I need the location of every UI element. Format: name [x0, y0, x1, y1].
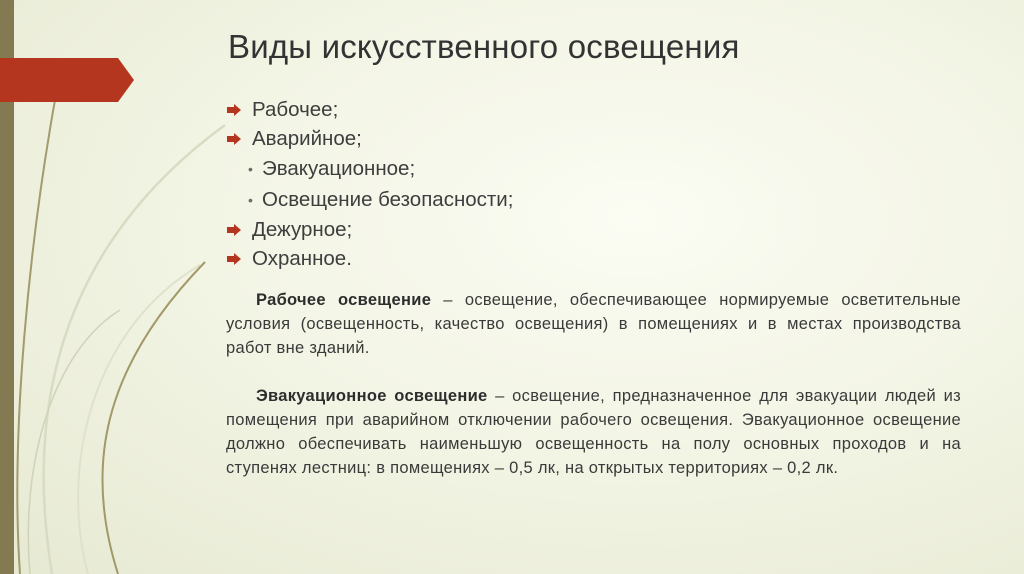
- list-item: [226, 95, 966, 124]
- arrow-bullet-icon: [226, 224, 252, 236]
- definition-text: – освещение, предназначенное для эвакуации людей из помещения при аварийном отключении рабочего освещения. Эвакуационное освещение должно обеспечивать наименьшую освещенность на полу основных проходов и на ступенях лестниц: в помещениях – 0,5 лк, на открытых территориях – 0,2 лк.: [226, 386, 962, 477]
- slide-title: Виды искусственного освещения: [228, 28, 740, 65]
- dot-bullet-icon: •: [248, 160, 253, 177]
- definition-paragraph: [226, 288, 961, 360]
- dot-bullet-icon: •: [248, 191, 253, 208]
- definition-term: Эвакуационное освещение: [256, 386, 488, 405]
- accent-arrow-shape: [0, 58, 134, 102]
- arrow-bullet-icon: [226, 104, 252, 116]
- arrow-bullet-icon: [226, 133, 252, 145]
- list-item-text: Рабочее;: [252, 97, 339, 121]
- bullet-list: [226, 95, 966, 273]
- definition-paragraph: [226, 384, 961, 480]
- list-item: [226, 184, 966, 215]
- list-item: [226, 215, 966, 244]
- list-item-text: Освещение безопасности;: [262, 187, 514, 211]
- definition-text: – освещение, обеспечивающее нормируемые осветительные условия (освещенность, качество освещения) в помещениях и в местах производства работ вне зданий.: [226, 290, 961, 357]
- list-item-text: Эвакуационное;: [262, 156, 416, 180]
- list-item: [226, 244, 966, 273]
- list-item-text: Охранное.: [252, 246, 352, 270]
- arrow-bullet-icon: [226, 253, 252, 265]
- list-item: [226, 153, 966, 184]
- definition-term: Рабочее освещение: [256, 290, 432, 309]
- list-item-text: Аварийное;: [252, 126, 362, 150]
- list-item-text: Дежурное;: [252, 217, 353, 241]
- list-item: [226, 124, 966, 153]
